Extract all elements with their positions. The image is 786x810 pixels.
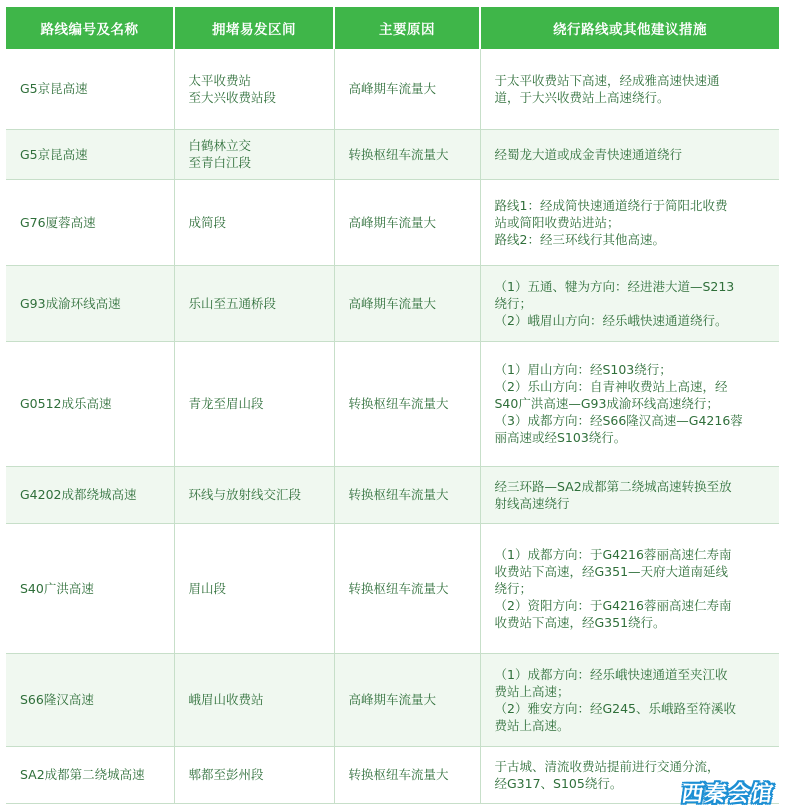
reason-cell: 转换枢纽车流量大 <box>334 746 480 803</box>
watermark-logo: 西秦会馆 <box>679 782 776 807</box>
route-cell: SA2成都第二绕城高速 <box>6 746 174 803</box>
detour-cell: （1）成都方向：于G4216蓉丽高速仁寿南 收费站下高速，经G351—天府大道南延线 绕行； （2）资阳方向：于G4216蓉丽高速仁寿南 收费站下高速，经G351绕行。 <box>480 523 779 653</box>
table-row <box>6 746 779 803</box>
section-cell: 青龙至眉山段 <box>174 341 334 466</box>
congestion-table <box>6 7 779 804</box>
table-row <box>6 653 779 746</box>
route-cell: G0512成乐高速 <box>6 341 174 466</box>
detour-cell: 于太平收费站下高速，经成雅高速快速通 道，于大兴收费站上高速绕行。 <box>480 49 779 129</box>
reason-cell: 高峰期车流量大 <box>334 265 480 341</box>
detour-cell: （1）成都方向：经乐峨快速通道至夹江收 费站上高速； （2）雅安方向：经G245、乐峨路至符溪收 费站上高速。 <box>480 653 779 746</box>
detour-cell: （1）眉山方向：经S103绕行； （2）乐山方向：自青神收费站上高速，经 S40广洪高速—G93成渝环线高速绕行； （3）成都方向：经S66隆汉高速—G4216蓉 丽高速或经S103绕行。 <box>480 341 779 466</box>
reason-cell: 转换枢纽车流量大 <box>334 523 480 653</box>
section-cell: 峨眉山收费站 <box>174 653 334 746</box>
table-row <box>6 179 779 265</box>
reason-cell: 高峰期车流量大 <box>334 49 480 129</box>
table-row <box>6 341 779 466</box>
table-header-row <box>6 7 779 49</box>
table-row <box>6 129 779 179</box>
detour-cell: （1）五通、犍为方向：经进港大道—S213 绕行； （2）峨眉山方向：经乐峨快速通道绕行。 <box>480 265 779 341</box>
table-row <box>6 49 779 129</box>
reason-cell: 转换枢纽车流量大 <box>334 129 480 179</box>
header-reason: 主要原因 <box>334 7 480 49</box>
section-cell: 乐山至五通桥段 <box>174 265 334 341</box>
detour-cell: 于古城、清流收费站提前进行交通分流， 经G317、S105绕行。 <box>480 746 779 803</box>
table-row <box>6 265 779 341</box>
section-cell: 郫都至彭州段 <box>174 746 334 803</box>
route-cell: G5京昆高速 <box>6 129 174 179</box>
detour-cell: 经三环路—SA2成都第二绕城高速转换至放 射线高速绕行 <box>480 466 779 523</box>
reason-cell: 转换枢纽车流量大 <box>334 466 480 523</box>
section-cell: 白鹤林立交 至青白江段 <box>174 129 334 179</box>
section-cell: 环线与放射线交汇段 <box>174 466 334 523</box>
reason-cell: 高峰期车流量大 <box>334 179 480 265</box>
table-row <box>6 466 779 523</box>
route-cell: G76厦蓉高速 <box>6 179 174 265</box>
section-cell: 太平收费站 至大兴收费站段 <box>174 49 334 129</box>
header-detour: 绕行路线或其他建议措施 <box>480 7 779 49</box>
table-row <box>6 523 779 653</box>
route-cell: G4202成都绕城高速 <box>6 466 174 523</box>
route-cell: S66隆汉高速 <box>6 653 174 746</box>
section-cell: 眉山段 <box>174 523 334 653</box>
route-cell: G93成渝环线高速 <box>6 265 174 341</box>
reason-cell: 转换枢纽车流量大 <box>334 341 480 466</box>
header-route: 路线编号及名称 <box>6 7 174 49</box>
header-section: 拥堵易发区间 <box>174 7 334 49</box>
route-cell: G5京昆高速 <box>6 49 174 129</box>
reason-cell: 高峰期车流量大 <box>334 653 480 746</box>
route-cell: S40广洪高速 <box>6 523 174 653</box>
detour-cell: 经蜀龙大道或成金青快速通道绕行 <box>480 129 779 179</box>
section-cell: 成简段 <box>174 179 334 265</box>
detour-cell: 路线1：经成简快速通道绕行于简阳北收费 站或简阳收费站进站； 路线2：经三环线行其他高速。 <box>480 179 779 265</box>
